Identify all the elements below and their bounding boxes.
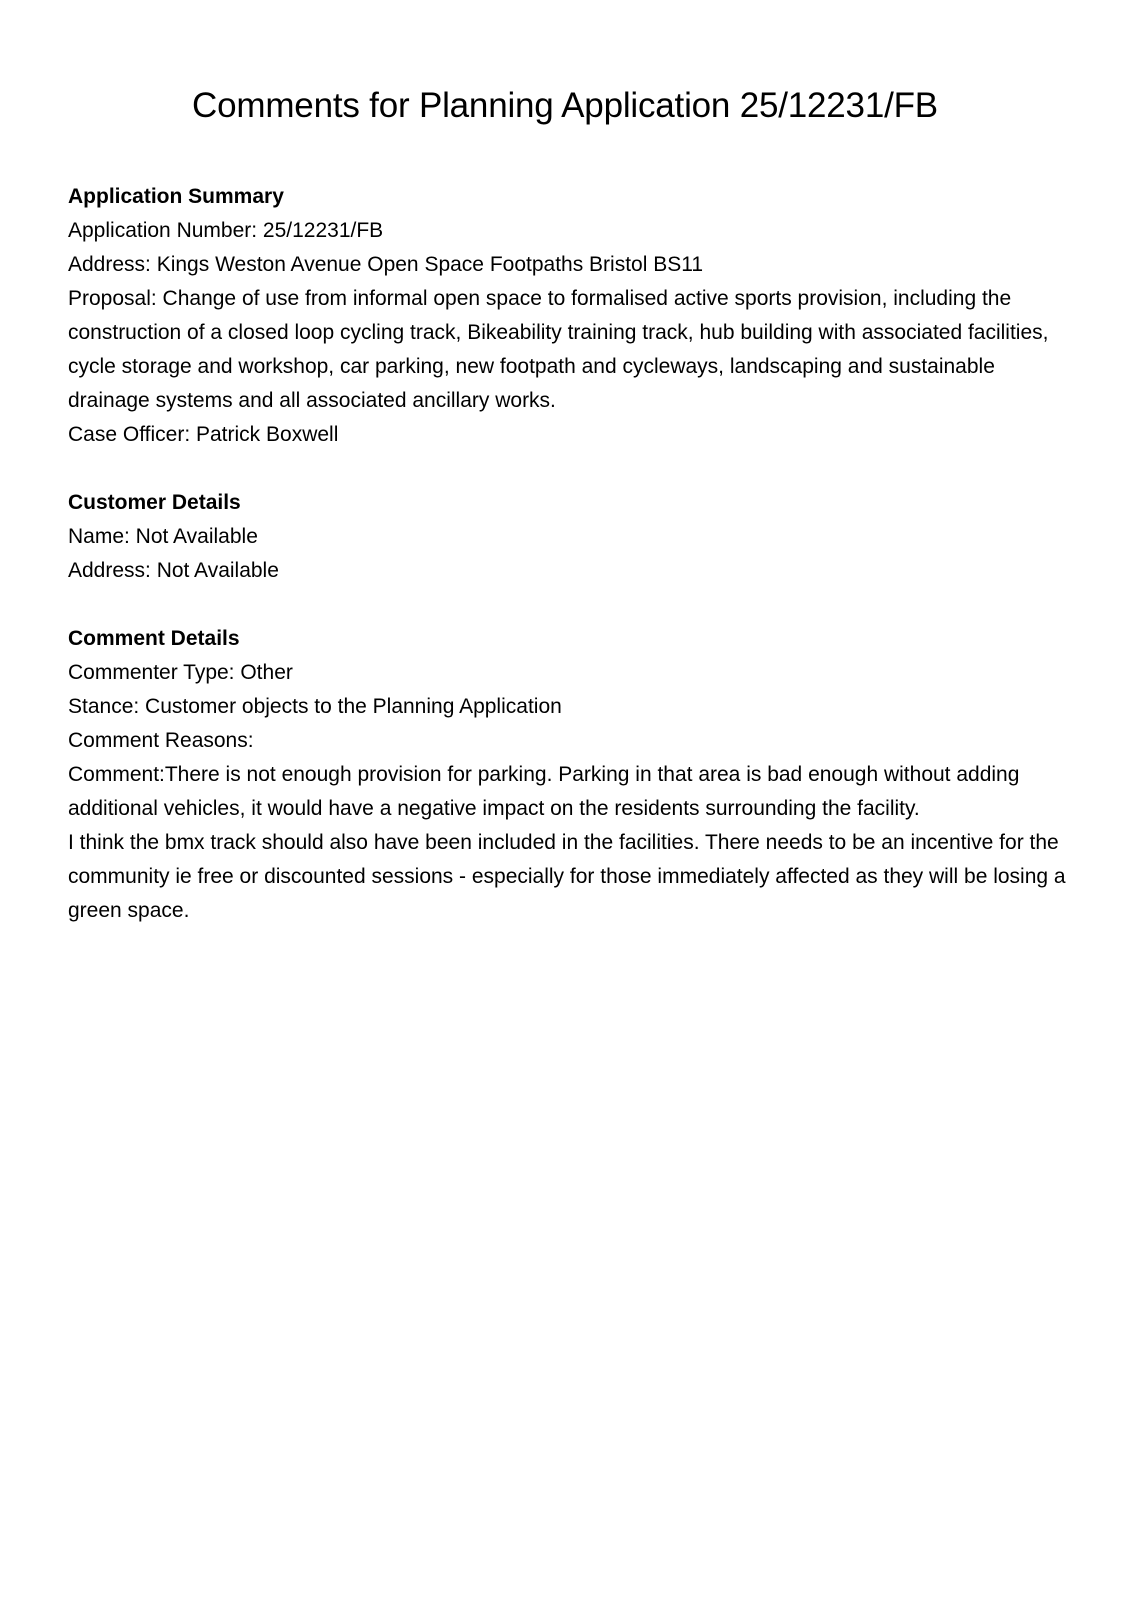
customer-name: Name: Not Available [68, 525, 258, 548]
customer-details-heading: Customer Details [68, 491, 241, 514]
application-summary-heading: Application Summary [68, 185, 284, 208]
application-address: Address: Kings Weston Avenue Open Space Footpaths Bristol BS11 [68, 253, 704, 276]
comment-stance: Stance: Customer objects to the Planning Application [68, 695, 562, 718]
application-number: Application Number: 25/12231/FB [68, 219, 384, 242]
customer-details-section [68, 486, 1068, 588]
comment-text-continued: I think the bmx track should also have been included in the facilities. There needs to be an incentive for the community ie free or discounted sessions - especially for those immediately affected as they will be losing a green space. [68, 831, 1066, 922]
comment-details-heading: Comment Details [68, 627, 240, 650]
page-title: Comments for Planning Application 25/12231/FB [192, 86, 938, 125]
application-proposal: Proposal: Change of use from informal open space to formalised active sports provision, including the construction of a closed loop cycling track, Bikeability training track, hub building with associated facilities, cycle storage and workshop, car parking, new footpath and cycleways, landscaping and sustainable drainage systems and all associated ancillary works. [68, 287, 1049, 412]
customer-address: Address: Not Available [68, 559, 279, 582]
case-officer: Case Officer: Patrick Boxwell [68, 423, 339, 446]
comment-reasons: Comment Reasons: [68, 729, 254, 752]
comment-text: Comment:There is not enough provision for parking. Parking in that area is bad enough without adding additional vehicles, it would have a negative impact on the residents surrounding the facility. [68, 763, 1020, 820]
comment-details-section [68, 622, 1068, 928]
application-summary-section [68, 180, 1068, 452]
document-body [68, 180, 1068, 962]
commenter-type: Commenter Type: Other [68, 661, 293, 684]
